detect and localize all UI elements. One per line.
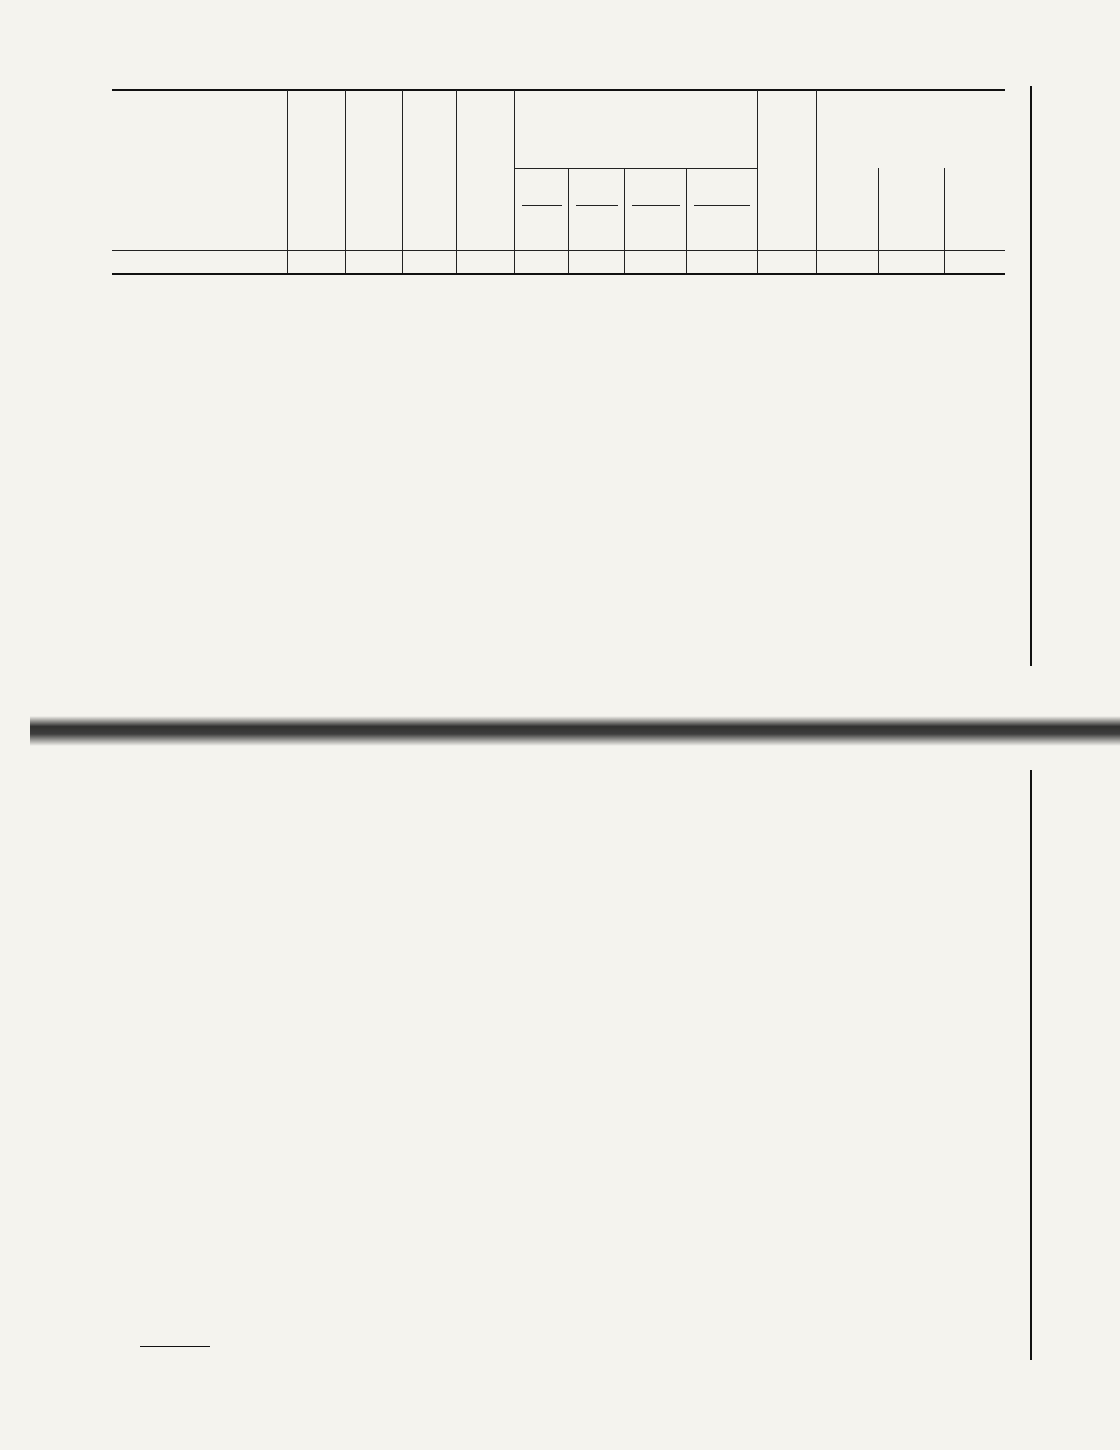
hdr-vline xyxy=(757,90,758,273)
frac-mp xyxy=(570,186,624,225)
hdr-vline xyxy=(345,90,346,273)
footnote-rule xyxy=(140,1346,210,1347)
frac-mmax-den xyxy=(626,207,686,225)
hdr-vline xyxy=(402,90,403,273)
scan-smudge xyxy=(30,716,1120,746)
header-mid-rule xyxy=(112,250,1005,251)
frac-ms xyxy=(688,186,756,225)
hdr-vline xyxy=(944,168,945,273)
hdr-vline xyxy=(816,90,817,273)
header-top-rule xyxy=(112,89,1005,91)
frac-mp-den xyxy=(570,207,624,225)
starting-sub-rule xyxy=(515,168,757,169)
hdr-vline xyxy=(514,90,515,273)
hdr-vline xyxy=(878,168,879,273)
frac-mmax-num xyxy=(626,186,686,204)
margin-rule-top xyxy=(1030,86,1032,666)
frac-ip-num xyxy=(516,186,568,204)
hdr-vline xyxy=(686,168,687,273)
hdr-vline xyxy=(456,90,457,273)
frac-mmax xyxy=(626,186,686,225)
margin-rule-bottom xyxy=(1030,770,1032,1360)
frac-ms-num xyxy=(688,186,756,204)
frac-mp-num xyxy=(570,186,624,204)
hdr-vline xyxy=(624,168,625,273)
hdr-vline xyxy=(287,90,288,273)
header-bottom-rule xyxy=(112,273,1005,275)
frac-ip-den xyxy=(516,207,568,225)
frac-ip xyxy=(516,186,568,225)
frac-ms-den xyxy=(688,207,756,225)
hdr-vline xyxy=(568,168,569,273)
